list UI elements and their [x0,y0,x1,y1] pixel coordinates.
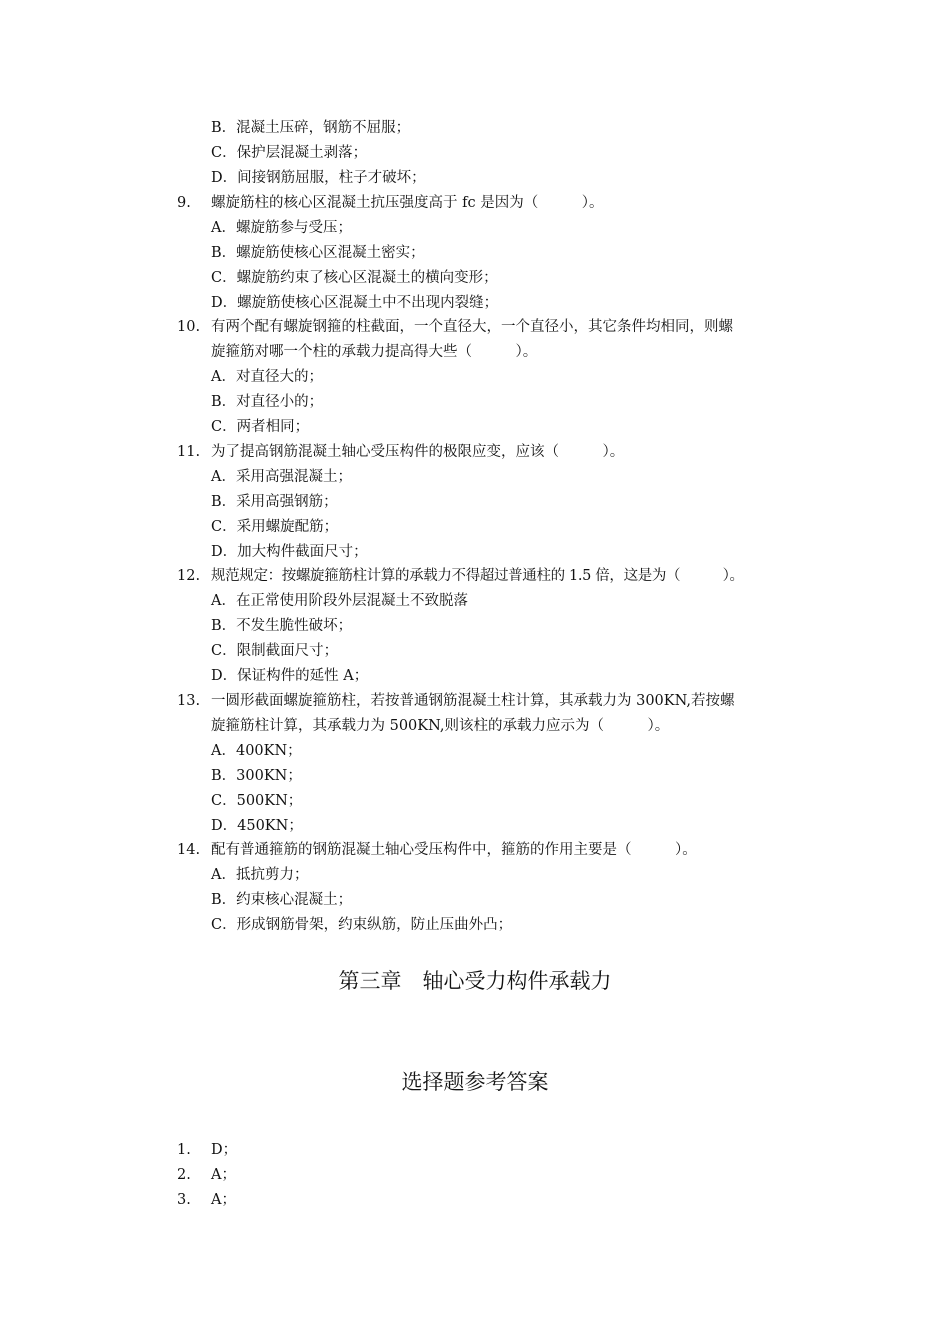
option-line: A．400KN； [211,743,302,759]
answer-number: 1. [177,1142,191,1158]
option-line: C．形成钢筋骨架，约束纵筋，防止压曲外凸； [211,917,513,933]
question-number: 12. [177,568,201,584]
option-line: A．在正常使用阶段外层混凝土不致脱落 [211,593,468,609]
option-line: B．300KN； [211,768,302,784]
question-number: 10. [177,319,201,335]
question-text: 旋箍筋对哪一个柱的承载力提高得大些（ ）。 [211,344,538,360]
answer-number: 2. [177,1167,191,1183]
option-line: B．约束核心混凝土； [211,892,353,908]
question-text: 有两个配有螺旋钢箍的柱截面，一个直径大，一个直径小，其它条件均相同，则螺 [211,319,733,335]
answers-title: 选择题参考答案 [401,1070,549,1094]
option-line: A．螺旋筋参与受压； [211,220,352,236]
option-line: D．间接钢筋屈服，柱子才破坏； [211,170,426,186]
question-text: 规范规定：按螺旋箍筋柱计算的承载力不得超过普通柱的 1.5 倍，这是为（ ）。 [211,568,744,584]
option-line: D．保证构件的延性 A； [211,668,369,684]
question-number: 13. [177,693,201,709]
option-line: A．采用高强混凝土； [211,469,352,485]
option-line: C．保护层混凝土剥落； [211,145,368,161]
option-line: D．加大构件截面尺寸； [211,544,368,560]
question-text: 螺旋筋柱的核心区混凝土抗压强度高于 fc 是因为（ ）。 [211,195,604,211]
question-text: 为了提高钢筋混凝土轴心受压构件的极限应变，应该（ ）。 [211,444,625,460]
question-number: 9. [177,195,191,211]
question-number: 14. [177,842,201,858]
option-line: D．450KN； [211,818,303,834]
option-line: B．采用高强钢筋； [211,494,338,510]
answer-number: 3. [177,1192,191,1208]
answer-value: A； [211,1192,236,1208]
question-text: 配有普通箍筋的钢筋混凝土轴心受压构件中，箍筋的作用主要是（ ）。 [211,842,697,858]
option-line: C．500KN； [211,793,303,809]
option-line: A．对直径大的； [211,369,323,385]
option-line: A．抵抗剪力； [211,867,309,883]
option-line: C．限制截面尺寸； [211,643,339,659]
question-number: 11. [177,444,201,460]
answer-value: A； [211,1167,236,1183]
option-line: B．对直径小的； [211,394,324,410]
option-line: C．采用螺旋配筋； [211,519,339,535]
answer-value: D； [211,1142,238,1158]
option-line: C．两者相同； [211,419,310,435]
question-text: 一圆形截面螺旋箍筋柱，若按普通钢筋混凝土柱计算，其承载力为 300KN,若按螺 [211,693,735,709]
option-line: B．螺旋筋使核心区混凝土密实； [211,245,425,261]
option-line: D．螺旋筋使核心区混凝土中不出现内裂缝； [211,295,499,311]
option-line: B．混凝土压碎，钢筋不屈服； [211,120,411,136]
question-text: 旋箍筋柱计算，其承载力为 500KN,则该柱的承载力应示为（ ）。 [211,718,670,734]
chapter-title: 第三章 轴心受力构件承载力 [338,969,612,993]
option-line: C．螺旋筋约束了核心区混凝土的横向变形； [211,270,498,286]
option-line: B．不发生脆性破坏； [211,618,353,634]
